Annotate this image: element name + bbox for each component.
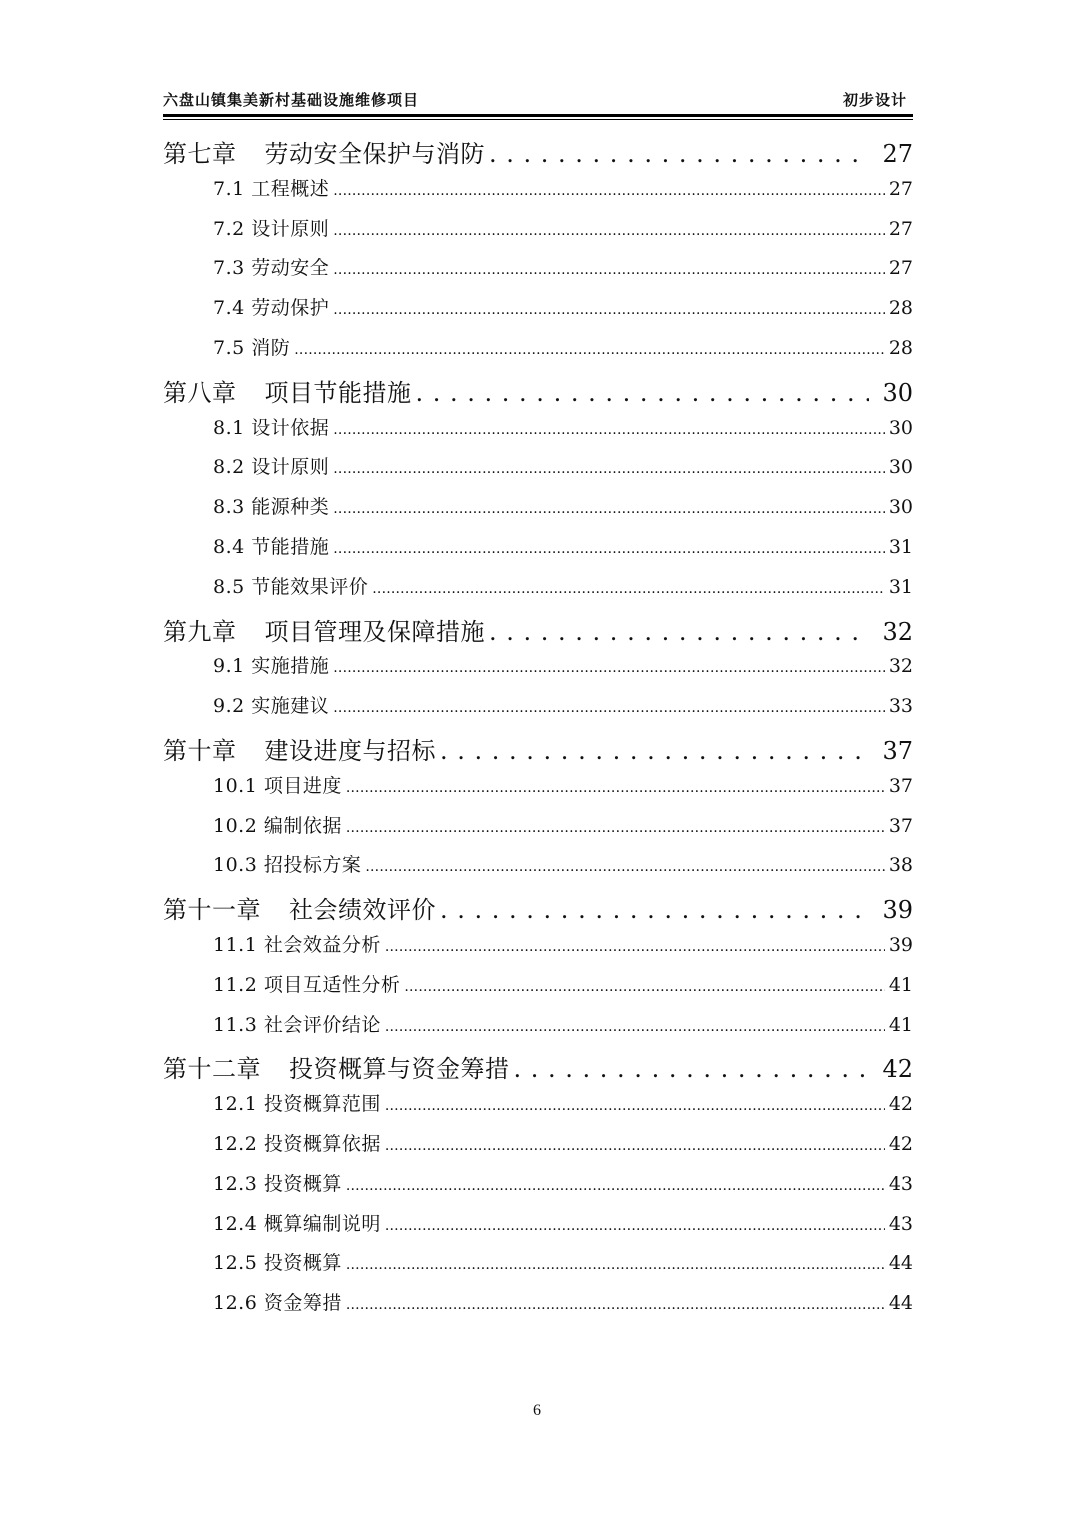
toc-entry-page: 42 — [888, 1093, 913, 1116]
toc-entry-page: 30 — [888, 456, 913, 479]
running-header — [163, 88, 913, 114]
toc-dot-leader — [514, 1055, 870, 1083]
toc-dot-leader — [416, 379, 870, 407]
toc-entry-label — [213, 811, 342, 838]
toc-entry-page: 37 — [882, 736, 913, 765]
toc-dot-leader — [333, 417, 885, 439]
toc-dot-leader — [333, 695, 885, 717]
header-rule-thin — [163, 119, 913, 120]
toc-section-entry[interactable] — [163, 691, 913, 731]
toc-entry-number: 9.2 — [213, 695, 245, 718]
toc-entry-title: 投资概算依据 — [263, 1132, 381, 1155]
toc-entry-label — [213, 1089, 381, 1116]
toc-section-entry[interactable] — [163, 1169, 913, 1209]
toc-dot-leader — [346, 1292, 885, 1314]
toc-section-entry[interactable] — [163, 333, 913, 373]
toc-entry-label — [213, 1248, 342, 1275]
toc-entry-title: 设计原则 — [251, 456, 330, 479]
toc-dot-leader — [372, 576, 885, 598]
toc-entry-page: 39 — [882, 896, 913, 925]
toc-section-entry[interactable] — [163, 492, 913, 532]
toc-entry-number: 12.6 — [213, 1292, 258, 1315]
toc-entry-number: 第十章 — [163, 736, 237, 765]
toc-entry-title: 实施建议 — [251, 695, 330, 718]
toc-section-entry[interactable] — [163, 214, 913, 254]
toc-entry-number: 12.4 — [213, 1212, 258, 1235]
toc-dot-leader — [333, 257, 885, 279]
toc-entry-number: 12.2 — [213, 1132, 258, 1155]
toc-entry-page: 38 — [888, 854, 913, 877]
toc-entry-number: 7.1 — [213, 177, 245, 200]
toc-dot-leader — [385, 1093, 885, 1115]
toc-section-entry[interactable] — [163, 532, 913, 572]
toc-section-entry[interactable] — [163, 413, 913, 453]
toc-entry-title: 节能措施 — [251, 535, 330, 558]
toc-entry-label — [213, 691, 329, 718]
toc-entry-title: 劳动安全 — [251, 257, 330, 280]
toc-entry-title: 概算编制说明 — [263, 1212, 381, 1235]
toc-entry-title: 项目节能措施 — [264, 378, 412, 407]
toc-entry-title: 资金筹措 — [263, 1292, 342, 1315]
toc-section-entry[interactable] — [163, 930, 913, 970]
toc-entry-title: 投资概算范围 — [263, 1093, 381, 1116]
toc-entry-label — [213, 1169, 342, 1196]
toc-entry-page: 37 — [888, 774, 913, 797]
toc-entry-number: 第十二章 — [163, 1055, 261, 1084]
toc-dot-leader — [333, 297, 885, 319]
toc-dot-leader — [333, 178, 885, 200]
toc-entry-label — [163, 134, 485, 169]
toc-entry-page: 32 — [888, 655, 913, 678]
toc-section-entry[interactable] — [163, 1288, 913, 1328]
header-rule-thick — [163, 114, 913, 117]
toc-dot-leader — [404, 974, 884, 996]
toc-entry-page: 44 — [888, 1252, 913, 1275]
toc-dot-leader — [346, 815, 885, 837]
toc-entry-title: 工程概述 — [251, 177, 330, 200]
toc-entry-label — [213, 1288, 342, 1315]
toc-entry-label — [213, 1209, 381, 1236]
toc-section-entry[interactable] — [163, 771, 913, 811]
toc-entry-number: 8.5 — [213, 575, 245, 598]
toc-entry-title: 劳动保护 — [251, 297, 330, 320]
toc-section-entry[interactable] — [163, 572, 913, 612]
toc-section-entry[interactable] — [163, 1209, 913, 1249]
toc-entry-number: 第七章 — [163, 140, 237, 168]
toc-entry-title: 投资概算 — [263, 1252, 342, 1275]
toc-entry-page: 30 — [888, 416, 913, 439]
toc-entry-title: 设计依据 — [251, 416, 330, 439]
toc-dot-leader — [440, 896, 869, 924]
toc-entry-number: 9.1 — [213, 655, 245, 678]
toc-entry-number: 12.5 — [213, 1252, 258, 1275]
toc-entry-page: 41 — [888, 1013, 913, 1036]
toc-entry-label — [213, 651, 329, 678]
toc-entry-title: 消防 — [251, 336, 291, 359]
toc-entry-title: 节能效果评价 — [251, 575, 369, 598]
toc-entry-label — [213, 1010, 381, 1037]
toc-entry-page: 27 — [888, 177, 913, 200]
toc-entry-label — [163, 612, 485, 647]
toc-dot-leader — [385, 1213, 885, 1235]
toc-entry-page: 43 — [888, 1212, 913, 1235]
toc-entry-page: 27 — [882, 140, 913, 168]
toc-dot-leader — [385, 934, 885, 956]
toc-entry-page: 43 — [888, 1172, 913, 1195]
toc-chapter-entry[interactable] — [163, 890, 913, 930]
toc-dot-leader — [489, 618, 869, 646]
toc-entry-label — [213, 333, 290, 360]
toc-dot-leader — [294, 337, 885, 359]
toc-entry-number: 12.1 — [213, 1093, 258, 1116]
toc-chapter-entry[interactable] — [163, 373, 913, 413]
toc-entry-number: 7.3 — [213, 257, 245, 280]
toc-entry-title: 招投标方案 — [263, 854, 362, 877]
toc-entry-page: 30 — [882, 378, 913, 407]
toc-entry-page: 31 — [888, 575, 913, 598]
toc-entry-number: 7.2 — [213, 217, 245, 240]
toc-entry-number: 10.1 — [213, 774, 258, 797]
toc-entry-title: 设计原则 — [251, 217, 330, 240]
toc-entry-page: 39 — [888, 933, 913, 956]
design-stage: 初步设计 — [842, 91, 907, 109]
toc-entry-title: 项目互适性分析 — [263, 973, 401, 996]
toc-dot-leader — [346, 775, 885, 797]
toc-entry-label — [163, 373, 412, 408]
toc-entry-label — [213, 174, 329, 201]
toc-entry-label — [213, 771, 342, 798]
toc-entry-page: 28 — [888, 336, 913, 359]
toc-entry-label — [163, 890, 436, 925]
toc-entry-label — [213, 970, 400, 997]
toc-dot-leader — [333, 456, 885, 478]
toc-entry-title: 投资概算与资金筹措 — [289, 1055, 510, 1084]
toc-entry-label — [213, 850, 361, 877]
toc-entry-number: 11.2 — [213, 973, 258, 996]
toc-dot-leader — [333, 655, 885, 677]
toc-entry-number: 8.4 — [213, 535, 245, 558]
toc-entry-number: 12.3 — [213, 1172, 258, 1195]
toc-entry-number: 10.2 — [213, 814, 258, 837]
toc-entry-number: 11.1 — [213, 933, 258, 956]
toc-entry-page: 31 — [888, 535, 913, 558]
toc-section-entry[interactable] — [163, 1089, 913, 1129]
table-of-contents — [163, 134, 913, 1328]
toc-entry-page: 27 — [888, 217, 913, 240]
toc-entry-number: 11.3 — [213, 1013, 258, 1036]
toc-section-entry[interactable] — [163, 1248, 913, 1288]
toc-entry-number: 第九章 — [163, 617, 237, 646]
toc-dot-leader — [333, 218, 885, 240]
toc-entry-label — [213, 492, 329, 519]
toc-entry-title: 能源种类 — [251, 496, 330, 519]
toc-entry-page: 33 — [888, 695, 913, 718]
toc-entry-label — [213, 452, 329, 479]
toc-section-entry[interactable] — [163, 850, 913, 890]
toc-entry-title: 劳动安全保护与消防 — [264, 140, 485, 168]
toc-dot-leader — [365, 854, 884, 876]
toc-entry-label — [213, 532, 329, 559]
toc-entry-label — [213, 214, 329, 241]
toc-dot-leader — [440, 737, 869, 765]
toc-entry-title: 建设进度与招标 — [264, 736, 436, 765]
toc-entry-label — [213, 253, 329, 280]
toc-section-entry[interactable] — [163, 1010, 913, 1050]
toc-entry-page: 42 — [882, 1055, 913, 1084]
toc-entry-page: 28 — [888, 297, 913, 320]
toc-section-entry[interactable] — [163, 651, 913, 691]
document-title: 六盘山镇集美新村基础设施维修项目 — [163, 91, 420, 109]
toc-section-entry[interactable] — [163, 1129, 913, 1169]
toc-entry-page: 41 — [888, 973, 913, 996]
toc-entry-title: 编制依据 — [263, 814, 342, 837]
toc-entry-number: 7.5 — [213, 336, 245, 359]
toc-entry-title: 社会绩效评价 — [289, 896, 436, 925]
toc-entry-number: 第八章 — [163, 378, 237, 407]
toc-entry-label — [213, 572, 368, 599]
toc-entry-number: 7.4 — [213, 297, 245, 320]
toc-section-entry[interactable] — [163, 811, 913, 851]
toc-entry-number: 8.3 — [213, 496, 245, 519]
toc-entry-title: 项目管理及保障措施 — [264, 617, 485, 646]
toc-entry-page: 30 — [888, 496, 913, 519]
toc-entry-page: 44 — [888, 1292, 913, 1315]
toc-entry-number: 8.1 — [213, 416, 245, 439]
toc-chapter-entry[interactable] — [163, 1049, 913, 1089]
toc-entry-number: 8.2 — [213, 456, 245, 479]
toc-entry-page: 27 — [888, 257, 913, 280]
toc-entry-title: 实施措施 — [251, 655, 330, 678]
toc-entry-page: 42 — [888, 1132, 913, 1155]
page-number: 6 — [533, 1402, 541, 1419]
toc-section-entry[interactable] — [163, 174, 913, 214]
toc-section-entry[interactable] — [163, 970, 913, 1010]
toc-chapter-entry[interactable] — [163, 612, 913, 652]
toc-section-entry[interactable] — [163, 253, 913, 293]
toc-entry-title: 社会评价结论 — [263, 1013, 381, 1036]
toc-entry-label — [163, 731, 436, 766]
toc-dot-leader — [385, 1133, 885, 1155]
toc-dot-leader — [346, 1173, 885, 1195]
toc-dot-leader — [346, 1252, 885, 1274]
toc-dot-leader — [489, 140, 869, 168]
toc-entry-page: 37 — [888, 814, 913, 837]
toc-section-entry[interactable] — [163, 452, 913, 492]
toc-chapter-entry[interactable] — [163, 134, 913, 174]
toc-entry-title: 项目进度 — [263, 774, 342, 797]
toc-dot-leader — [333, 496, 885, 518]
toc-entry-page: 32 — [882, 617, 913, 646]
toc-entry-label — [213, 293, 329, 320]
toc-entry-label — [213, 1129, 381, 1156]
toc-entry-number: 第十一章 — [163, 896, 261, 925]
toc-entry-title: 投资概算 — [263, 1172, 342, 1195]
toc-entry-label — [213, 930, 381, 957]
toc-entry-label — [213, 413, 329, 440]
toc-dot-leader — [333, 536, 885, 558]
toc-chapter-entry[interactable] — [163, 731, 913, 771]
toc-section-entry[interactable] — [163, 293, 913, 333]
toc-entry-number: 10.3 — [213, 854, 258, 877]
toc-dot-leader — [385, 1014, 885, 1036]
toc-entry-label — [163, 1049, 510, 1084]
toc-entry-title: 社会效益分析 — [263, 933, 381, 956]
